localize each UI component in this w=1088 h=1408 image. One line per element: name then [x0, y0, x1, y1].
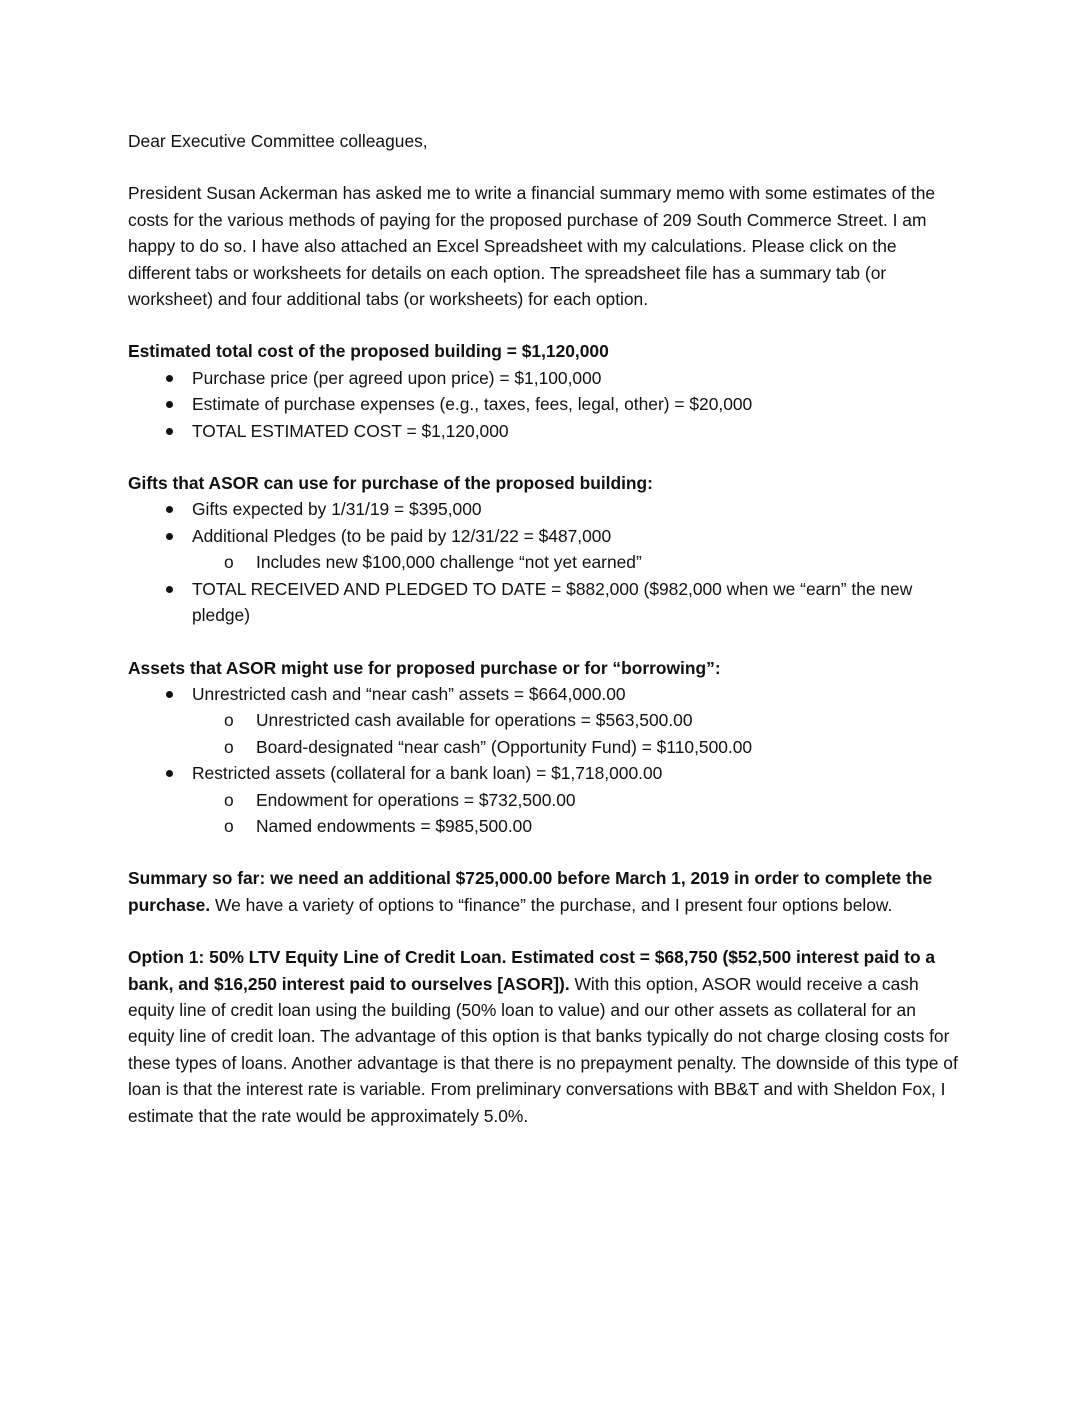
memo-body [128, 128, 958, 1155]
list-item: TOTAL ESTIMATED COST = $1,120,000 [128, 418, 958, 444]
sub-list [192, 707, 958, 760]
list-item-text: Additional Pledges (to be paid by 12/31/22 = $487,000 [192, 525, 612, 546]
summary-paragraph [128, 865, 958, 918]
list-item [128, 523, 958, 576]
sub-list-item: o Includes new $100,000 challenge “not yet earned” [192, 549, 958, 575]
list-item: Purchase price (per agreed upon price) = $1,100,000 [128, 365, 958, 391]
list-item: Gifts expected by 1/31/19 = $395,000 [128, 496, 958, 522]
sub-list-item: o Named endowments = $985,500.00 [192, 813, 958, 839]
sub-list-item: o Board-designated “near cash” (Opportunity Fund) = $110,500.00 [192, 734, 958, 760]
greeting: Dear Executive Committee colleagues, [128, 131, 428, 151]
list-item: TOTAL RECEIVED AND PLEDGED TO DATE = $882,000 ($982,000 when we “earn” the new pledge) [128, 576, 958, 629]
summary-bold: Summary so far: we need an additional $725,000.00 before March 1, 2019 in order to complete the purchase. [128, 868, 933, 915]
summary-text: We have a variety of options to “finance” the purchase, and I present four options below. [210, 894, 893, 915]
list-item [128, 760, 958, 839]
list-item-text: Restricted assets (collateral for a bank loan) = $1,718,000.00 [192, 763, 663, 784]
sub-list-item: o Unrestricted cash available for operations = $563,500.00 [192, 707, 958, 733]
list-item: Estimate of purchase expenses (e.g., taxes, fees, legal, other) = $20,000 [128, 391, 958, 417]
sub-list-item: o Endowment for operations = $732,500.00 [192, 787, 958, 813]
list-item-text: Unrestricted cash and “near cash” assets = $664,000.00 [192, 683, 626, 704]
option1-bold: Option 1: 50% LTV Equity Line of Credit Loan. Estimated cost = $68,750 ($52,500 interest paid to a bank, and $16,250 interest paid to ourselves [ASOR]). [128, 947, 936, 994]
assets-list [128, 681, 958, 839]
gifts-list [128, 496, 958, 628]
option1-text: With this option, ASOR would receive a cash equity line of credit loan using the building (50% loan to value) and our other assets as collateral for an equity line of credit loan. The advantage of this option is that banks typically do not charge closing costs for these types of loans. Another advantage is that there is no prepayment penalty. The downside of this type of loan is that the interest rate is variable. From preliminary conversations with BB&T and with Sheldon Fox, I estimate that the rate would be approximately 5.0%. [128, 973, 958, 1126]
sub-list [192, 549, 958, 575]
cost-heading: Estimated total cost of the proposed building = $1,120,000 [128, 341, 609, 362]
cost-list [128, 365, 958, 444]
intro-paragraph: President Susan Ackerman has asked me to write a financial summary memo with some estimates of the costs for the various methods of paying for the proposed purchase of 209 South Commerce Street. I am happy to do so. I have also attached an Excel Spreadsheet with my calculations. Please click on the different tabs or worksheets for details on each option. The spreadsheet file has a summary tab (or worksheet) and four additional tabs (or worksheets) for each option. [128, 183, 936, 310]
assets-heading: Assets that ASOR might use for proposed purchase or for “borrowing”: [128, 657, 721, 678]
sub-list [192, 787, 958, 840]
option1-paragraph [128, 944, 958, 1129]
list-item [128, 681, 958, 760]
gifts-heading: Gifts that ASOR can use for purchase of the proposed building: [128, 473, 653, 494]
